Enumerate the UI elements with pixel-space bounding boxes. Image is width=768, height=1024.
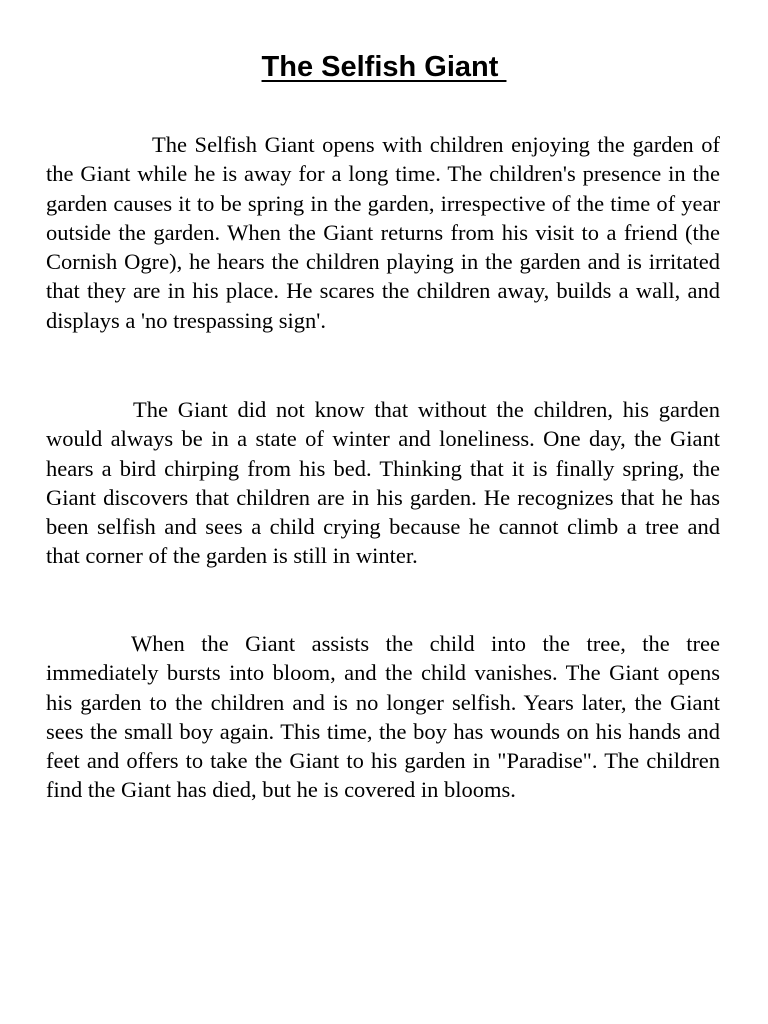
document-title-text: The Selfish Giant bbox=[261, 51, 507, 83]
paragraph-1: The Selfish Giant opens with children enjoying the garden of the Giant while he is away for a long time. The children's presence in the garden causes it to be spring in the garden, irrespective of the time of year outside the garden. When the Giant returns from his visit to a friend (the Cornish Ogre), he hears the children playing in the garden and is irritated that they are in his place. He scares the children away, builds a wall, and displays a 'no trespassing sign'. bbox=[46, 132, 720, 333]
paragraph-2: The Giant did not know that without the children, his garden would always be in a state of winter and loneliness. One day, the Giant hears a bird chirping from his bed. Thinking that it is finally spring, the Giant discovers that children are in his garden. He recognizes that he has been selfish and sees a child crying because he cannot climb a tree and that corner of the garden is still in winter. bbox=[46, 397, 720, 569]
paragraph-3: When the Giant assists the child into the tree, the tree immediately bursts into bloom, and the child vanishes. The Giant opens his garden to the children and is no longer selfish. Years later, the Giant sees the small boy again. This time, the boy has wounds on his hands and feet and offers to take the Giant to his garden in "Paradise". The children find the Giant has died, but he is covered in blooms. bbox=[46, 631, 720, 803]
document-title bbox=[0, 48, 768, 86]
